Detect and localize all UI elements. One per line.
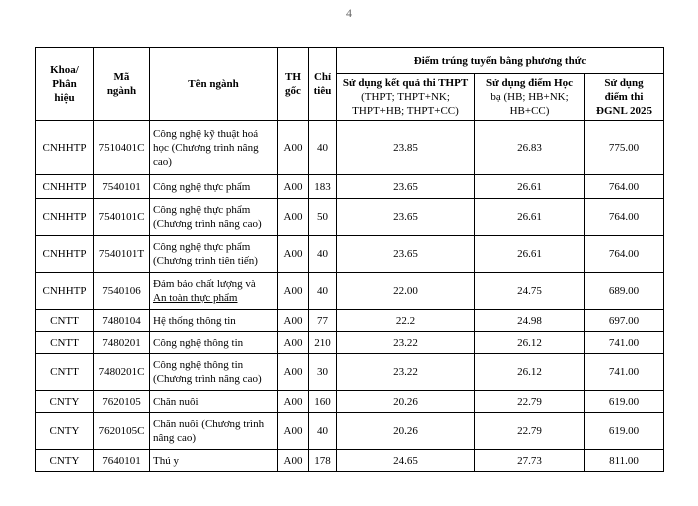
cell-code: 7480201 (94, 332, 150, 354)
cell-name: Chăn nuôi (150, 391, 278, 413)
cell-thpt: 23.65 (337, 199, 475, 236)
cell-faculty: CNTY (36, 450, 94, 472)
cell-thpt: 22.00 (337, 273, 475, 310)
cell-quota: 30 (309, 354, 337, 391)
cell-faculty: CNTY (36, 391, 94, 413)
cell-dgnl: 811.00 (585, 450, 664, 472)
table-row (36, 413, 664, 450)
cell-quota: 40 (309, 236, 337, 273)
cell-faculty: CNHHTP (36, 199, 94, 236)
cell-code: 7480201C (94, 354, 150, 391)
cell-dgnl: 619.00 (585, 391, 664, 413)
cell-code: 7540106 (94, 273, 150, 310)
cell-th: A00 (278, 175, 309, 199)
cell-name: Công nghệ thực phẩm (150, 175, 278, 199)
cell-hb: 24.75 (475, 273, 585, 310)
cell-th: A00 (278, 332, 309, 354)
cell-faculty: CNTY (36, 413, 94, 450)
header-th: TH gốc (278, 48, 309, 121)
table-row (36, 332, 664, 354)
table-row (36, 310, 664, 332)
cell-th: A00 (278, 121, 309, 175)
cell-quota: 50 (309, 199, 337, 236)
header-method-hb: Sử dụng điểm Học bạ (HB; HB+NK; HB+CC) (475, 74, 585, 121)
header-faculty: Khoa/ Phân hiệu (36, 48, 94, 121)
cell-name: Công nghệ thực phẩm (Chương trình tiên tiến) (150, 236, 278, 273)
cell-faculty: CNTT (36, 332, 94, 354)
cell-code: 7620105 (94, 391, 150, 413)
cell-code: 7640101 (94, 450, 150, 472)
cell-dgnl: 764.00 (585, 236, 664, 273)
cell-th: A00 (278, 310, 309, 332)
header-method-thpt: Sử dụng kết quả thi THPT (THPT; THPT+NK; THPT+HB; THPT+CC) (337, 74, 475, 121)
cell-quota: 40 (309, 273, 337, 310)
cell-faculty: CNTT (36, 354, 94, 391)
table-row (36, 199, 664, 236)
cell-quota: 40 (309, 413, 337, 450)
cell-code: 7510401C (94, 121, 150, 175)
cell-hb: 26.12 (475, 332, 585, 354)
cell-thpt: 24.65 (337, 450, 475, 472)
cell-thpt: 23.22 (337, 332, 475, 354)
cell-dgnl: 741.00 (585, 332, 664, 354)
cell-name: Công nghệ kỹ thuật hoá học (Chương trình nâng cao) (150, 121, 278, 175)
cell-hb: 22.79 (475, 413, 585, 450)
cell-dgnl: 764.00 (585, 175, 664, 199)
cell-quota: 160 (309, 391, 337, 413)
cell-code: 7480104 (94, 310, 150, 332)
cell-th: A00 (278, 199, 309, 236)
cell-thpt: 20.26 (337, 413, 475, 450)
cell-hb: 26.61 (475, 236, 585, 273)
cell-name: Công nghệ thông tin (Chương trình nâng cao) (150, 354, 278, 391)
cell-hb: 26.83 (475, 121, 585, 175)
cell-code: 7540101 (94, 175, 150, 199)
table-row (36, 121, 664, 175)
cell-thpt: 23.22 (337, 354, 475, 391)
cell-dgnl: 697.00 (585, 310, 664, 332)
header-quota: Chỉ tiêu (309, 48, 337, 121)
table-row (36, 391, 664, 413)
cell-dgnl: 741.00 (585, 354, 664, 391)
cell-hb: 26.61 (475, 175, 585, 199)
cell-quota: 183 (309, 175, 337, 199)
header-method-group: Điểm trúng tuyển bằng phương thức (337, 48, 664, 74)
cell-faculty: CNHHTP (36, 121, 94, 175)
cell-th: A00 (278, 450, 309, 472)
cell-hb: 26.12 (475, 354, 585, 391)
cell-thpt: 23.65 (337, 236, 475, 273)
cell-name: Chăn nuôi (Chương trình nâng cao) (150, 413, 278, 450)
cell-dgnl: 764.00 (585, 199, 664, 236)
cell-name: Hệ thống thông tin (150, 310, 278, 332)
table-row (36, 354, 664, 391)
cell-code: 7540101C (94, 199, 150, 236)
cell-dgnl: 775.00 (585, 121, 664, 175)
cell-dgnl: 689.00 (585, 273, 664, 310)
cell-thpt: 23.65 (337, 175, 475, 199)
header-name: Tên ngành (150, 48, 278, 121)
cell-name: Công nghệ thông tin (150, 332, 278, 354)
page-number: 4 (346, 6, 352, 20)
table-row (36, 236, 664, 273)
table-row (36, 175, 664, 199)
cell-th: A00 (278, 236, 309, 273)
cell-th: A00 (278, 413, 309, 450)
cell-code: 7620105C (94, 413, 150, 450)
cell-quota: 40 (309, 121, 337, 175)
cell-hb: 27.73 (475, 450, 585, 472)
cell-faculty: CNTT (36, 310, 94, 332)
cell-quota: 178 (309, 450, 337, 472)
cell-hb: 22.79 (475, 391, 585, 413)
cell-name: Đảm bảo chất lượng và An toàn thực phẩm (150, 273, 278, 310)
cell-hb: 24.98 (475, 310, 585, 332)
table-row (36, 273, 664, 310)
cell-name: Thú y (150, 450, 278, 472)
cell-code: 7540101T (94, 236, 150, 273)
cell-dgnl: 619.00 (585, 413, 664, 450)
cell-quota: 210 (309, 332, 337, 354)
cell-faculty: CNHHTP (36, 273, 94, 310)
cell-th: A00 (278, 354, 309, 391)
cell-th: A00 (278, 273, 309, 310)
cell-faculty: CNHHTP (36, 175, 94, 199)
cell-faculty: CNHHTP (36, 236, 94, 273)
cell-hb: 26.61 (475, 199, 585, 236)
cell-thpt: 20.26 (337, 391, 475, 413)
header-method-dgnl: Sử dụng điểm thi ĐGNL 2025 (585, 74, 664, 121)
header-code: Mã ngành (94, 48, 150, 121)
table-row (36, 450, 664, 472)
cell-th: A00 (278, 391, 309, 413)
admission-scores-table (35, 47, 664, 472)
cell-name: Công nghệ thực phẩm (Chương trình nâng cao) (150, 199, 278, 236)
cell-quota: 77 (309, 310, 337, 332)
cell-thpt: 22.2 (337, 310, 475, 332)
cell-thpt: 23.85 (337, 121, 475, 175)
